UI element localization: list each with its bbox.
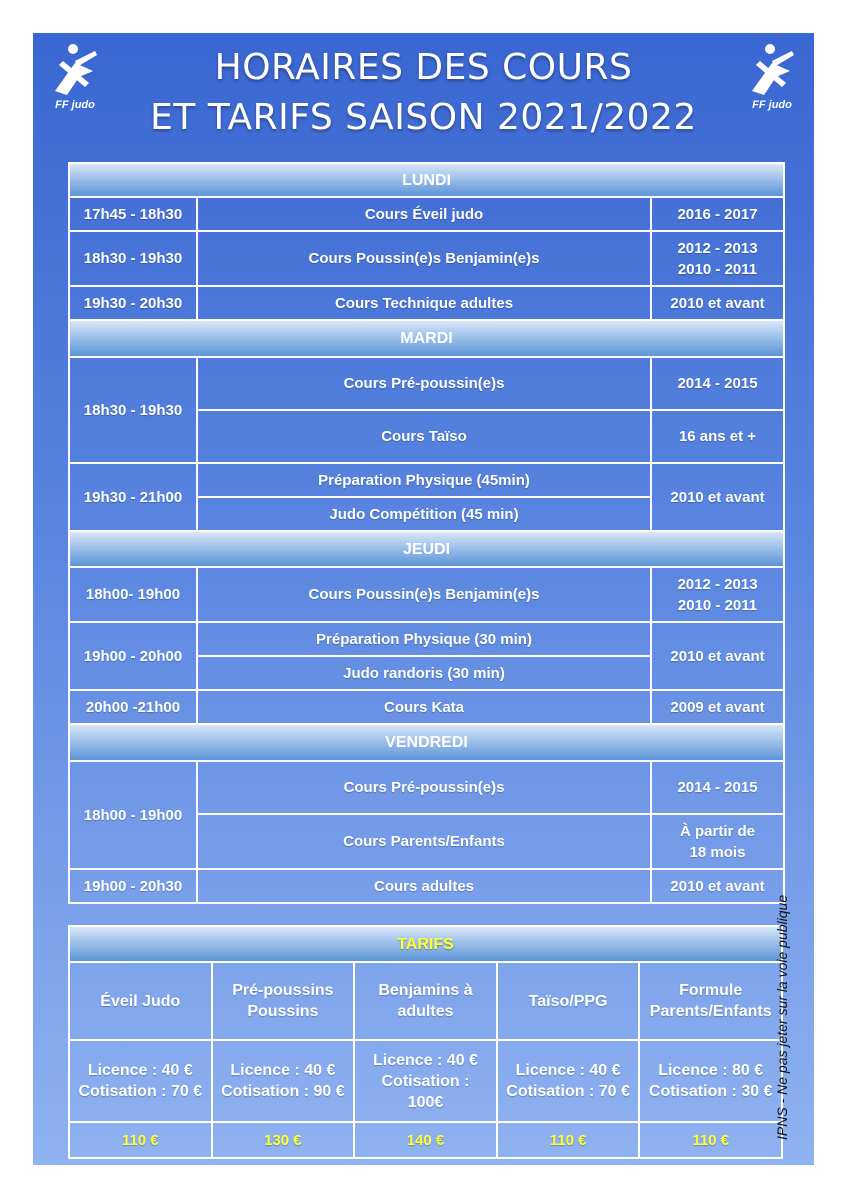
day-header-mardi: MARDI: [69, 320, 784, 357]
tarifs-header: TARIFS: [69, 926, 782, 962]
tarif-category: Pré-poussins Poussins: [212, 962, 355, 1040]
logo-label: FF judo: [55, 99, 95, 111]
tarif-total: 110 €: [69, 1122, 212, 1158]
years-cell: 2010 et avant: [651, 286, 784, 320]
course-cell: Cours Pré-poussin(e)s: [197, 761, 651, 814]
time-cell: 17h45 - 18h30: [69, 197, 197, 231]
tarif-total: 130 €: [212, 1122, 355, 1158]
page-title-line2: ET TARIFS SAISON 2021/2022: [150, 97, 697, 138]
course-cell: Cours Poussin(e)s Benjamin(e)s: [197, 231, 651, 286]
course-cell: Cours Éveil judo: [197, 197, 651, 231]
course-cell: Cours Kata: [197, 690, 651, 724]
course-cell: Cours Taïso: [197, 410, 651, 463]
time-cell: 18h00 - 19h00: [69, 761, 197, 869]
tarif-category: Benjamins à adultes: [354, 962, 497, 1040]
time-cell: 19h00 - 20h00: [69, 622, 197, 690]
tarif-total: 110 €: [497, 1122, 640, 1158]
tarif-details: Licence : 80 € Cotisation : 30 €: [639, 1040, 782, 1122]
course-cell: Cours Poussin(e)s Benjamin(e)s: [197, 567, 651, 622]
side-note: IPNS - Ne pas jeter sur la voie publique: [774, 894, 790, 1140]
years-cell: 2016 - 2017: [651, 197, 784, 231]
years-cell: 2014 - 2015: [651, 761, 784, 814]
tarif-total: 110 €: [639, 1122, 782, 1158]
time-cell: 20h00 -21h00: [69, 690, 197, 724]
day-header-vendredi: VENDREDI: [69, 724, 784, 761]
tarif-details: Licence : 40 € Cotisation : 70 €: [497, 1040, 640, 1122]
page-title-line1: HORAIRES DES COURS: [214, 47, 633, 88]
tarif-details: Licence : 40 € Cotisation : 100€: [354, 1040, 497, 1122]
time-cell: 19h30 - 21h00: [69, 463, 197, 531]
years-cell: 2012 - 2013 2010 - 2011: [651, 567, 784, 622]
course-cell: Cours adultes: [197, 869, 651, 903]
course-cell: Préparation Physique (45min): [197, 463, 651, 497]
time-cell: 19h30 - 20h30: [69, 286, 197, 320]
day-header-lundi: LUNDI: [69, 163, 784, 197]
years-cell: 2012 - 2013 2010 - 2011: [651, 231, 784, 286]
tarif-total: 140 €: [354, 1122, 497, 1158]
years-cell: 2014 - 2015: [651, 357, 784, 410]
course-cell: Préparation Physique (30 min): [197, 622, 651, 656]
tarif-category: Taïso/PPG: [497, 962, 640, 1040]
course-cell: Cours Technique adultes: [197, 286, 651, 320]
course-cell: Judo randoris (30 min): [197, 656, 651, 690]
course-cell: Cours Pré-poussin(e)s: [197, 357, 651, 410]
tarif-category: Éveil Judo: [69, 962, 212, 1040]
course-cell: Judo Compétition (45 min): [197, 497, 651, 531]
years-cell: 2009 et avant: [651, 690, 784, 724]
years-cell: 2010 et avant: [651, 463, 784, 531]
years-cell: 2010 et avant: [651, 869, 784, 903]
time-cell: 18h30 - 19h30: [69, 231, 197, 286]
years-cell: 16 ans et +: [651, 410, 784, 463]
poster: [33, 33, 814, 1165]
years-cell: À partir de 18 mois: [651, 814, 784, 869]
tarif-category: Formule Parents/Enfants: [639, 962, 782, 1040]
years-cell: 2010 et avant: [651, 622, 784, 690]
day-header-jeudi: JEUDI: [69, 531, 784, 567]
time-cell: 18h30 - 19h30: [69, 357, 197, 463]
tarif-details: Licence : 40 € Cotisation : 90 €: [212, 1040, 355, 1122]
course-cell: Cours Parents/Enfants: [197, 814, 651, 869]
schedule-table: [68, 162, 785, 904]
time-cell: 19h00 - 20h30: [69, 869, 197, 903]
time-cell: 18h00- 19h00: [69, 567, 197, 622]
logo-label: FF judo: [752, 99, 792, 111]
tarifs-table: [68, 925, 783, 1159]
tarif-details: Licence : 40 € Cotisation : 70 €: [69, 1040, 212, 1122]
